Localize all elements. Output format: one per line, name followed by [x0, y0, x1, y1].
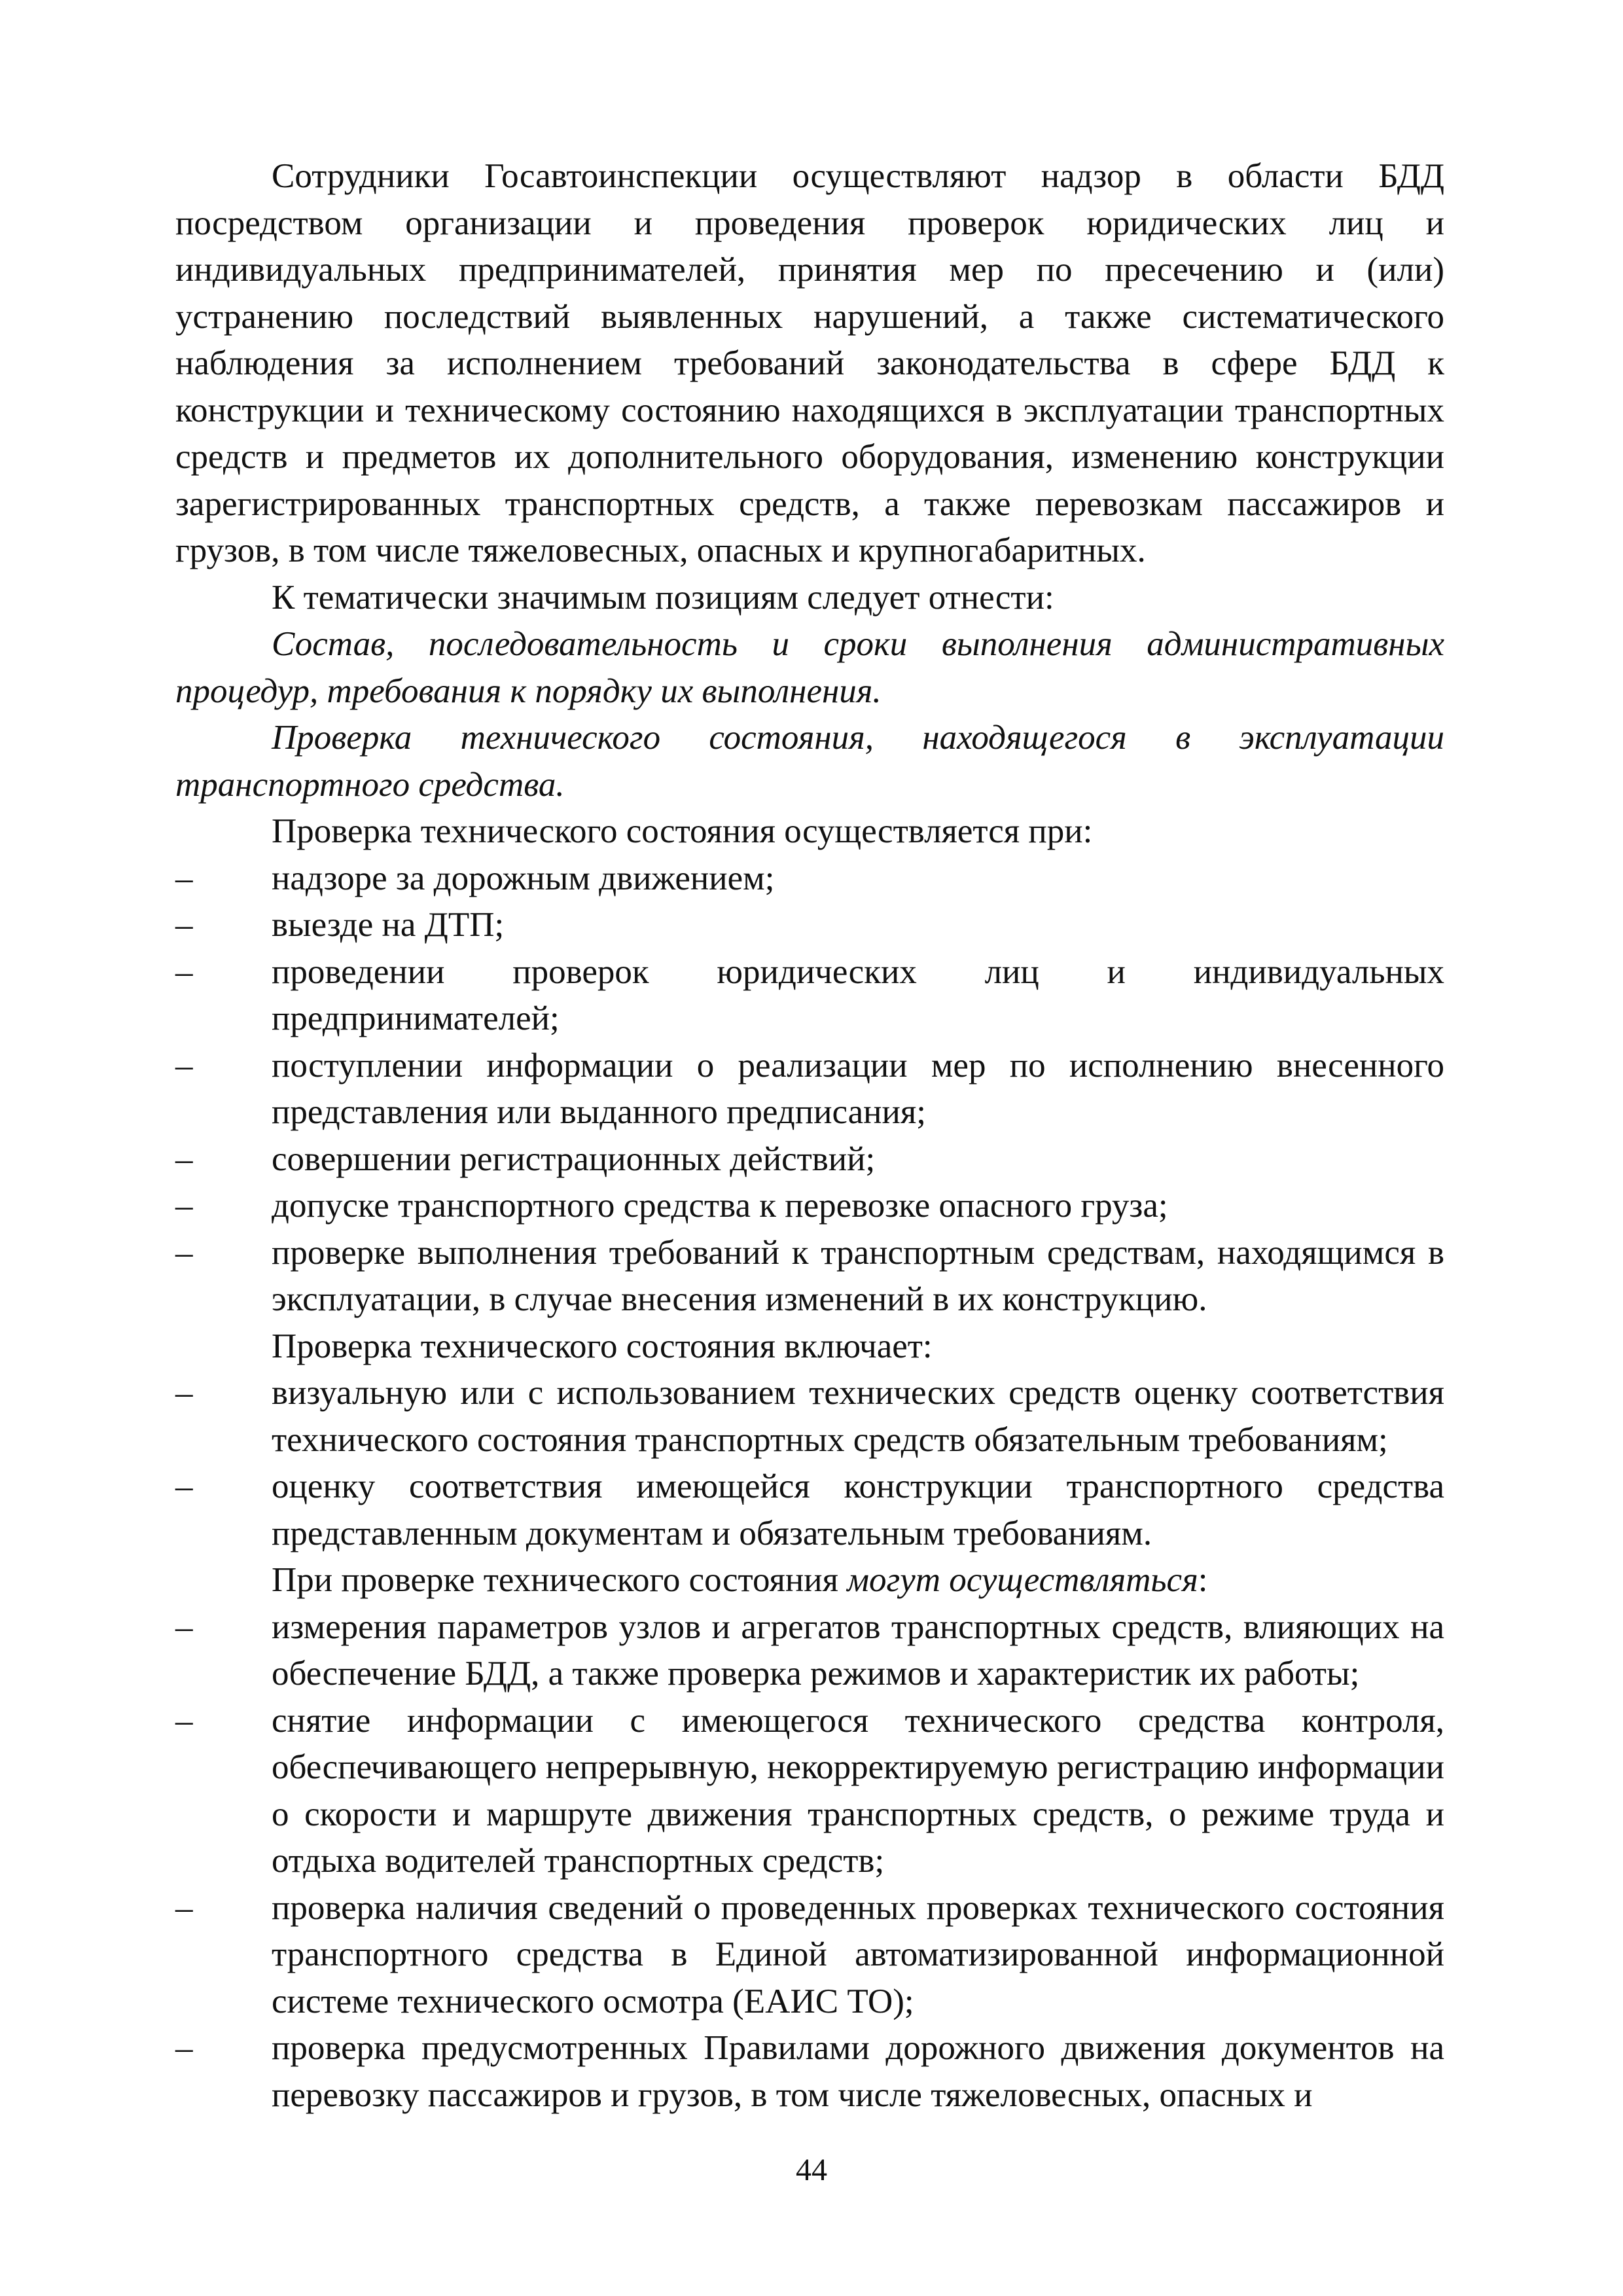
list-item-text: поступлении информации о реализации мер по исполнению внесенного представления или выданного предписания; [272, 1046, 1444, 1131]
list-item-text: визуальную или с использованием технических средств оценку соответствия технического состояния транспортных средств обязательным требованиям; [272, 1374, 1444, 1459]
dash-bullet: – [175, 952, 193, 991]
list-item-text: проверка предусмотренных Правилами дорожного движения документов на перевозку пассажиров и грузов, в том числе тяжеловесных, опасных и [272, 2029, 1444, 2114]
list-item [175, 902, 1444, 949]
list-item [175, 2025, 1444, 2119]
dash-bullet: – [175, 906, 193, 944]
check-when-list [175, 855, 1444, 1323]
document-body [175, 153, 1444, 2119]
may-perform-emphasis: могут осуществляться [847, 1561, 1198, 1599]
dash-bullet: – [175, 1467, 193, 1505]
page-number: 44 [796, 2153, 827, 2187]
may-perform-list [175, 1604, 1444, 2119]
may-perform-prefix: При проверке технического состояния [272, 1561, 847, 1599]
topics-intro-paragraph: К тематически значимым позициям следует отнести: [272, 578, 1054, 617]
list-item [175, 1698, 1444, 1885]
check-includes-paragraph: Проверка технического состояния включает: [272, 1327, 933, 1365]
intro-paragraph: Сотрудники Госавтоинспекции осуществляют надзор в области БДД посредством организации и проведения проверок юридических лиц и индивидуальных предпринимателей, принятия мер по пресечению и (или) устранению последствий выявленных нарушений, а также систематического наблюдения за исполнением требований законодательства в сфере БДД к конструкции и техническому состоянию находящихся в эксплуатации транспортных средств и предметов их дополнительного оборудования, изменению конструкции зарегистрированных транспортных средств, а также перевозкам пассажиров и грузов, в том числе тяжеловесных, опасных и крупногабаритных. [175, 157, 1444, 569]
list-item-text: проведении проверок юридических лиц и индивидуальных предпринимателей; [272, 952, 1444, 1037]
may-perform-paragraph [175, 1557, 1444, 1604]
dash-bullet: – [175, 1374, 193, 1412]
dash-bullet: – [175, 1139, 193, 1178]
list-item-text: допуске транспортного средства к перевозке опасного груза; [272, 1187, 1168, 1225]
list-item [175, 949, 1444, 1043]
list-item-text: совершении регистрационных действий; [272, 1139, 876, 1178]
check-when-paragraph: Проверка технического состояния осуществляется при: [272, 812, 1093, 850]
list-item-text: измерения параметров узлов и агрегатов транспортных средств, влияющих на обеспечение БДД, а также проверка режимов и характеристик их работы; [272, 1607, 1444, 1693]
list-item [175, 1136, 1444, 1183]
check-includes-list [175, 1370, 1444, 1557]
list-item [175, 1043, 1444, 1136]
dash-bullet: – [175, 1187, 193, 1225]
dash-bullet: – [175, 859, 193, 897]
list-item [175, 855, 1444, 903]
dash-bullet: – [175, 2029, 193, 2067]
dash-bullet: – [175, 1701, 193, 1740]
dash-bullet: – [175, 1046, 193, 1085]
dash-bullet: – [175, 1607, 193, 1646]
list-item-text: снятие информации с имеющегося технического средства контроля, обеспечивающего непрерывную, некорректируемую регистрацию информации о скорости и маршруте движения транспортных средств, о режиме труда и отдыха водителей транспортных средств; [272, 1701, 1444, 1880]
may-perform-suffix: : [1198, 1561, 1208, 1599]
topic-2-paragraph: Проверка технического состояния, находящегося в эксплуатации транспортного средства. [175, 719, 1444, 804]
list-item [175, 1604, 1444, 1698]
list-item [175, 1230, 1444, 1323]
list-item-text: выезде на ДТП; [272, 906, 505, 944]
list-item [175, 1885, 1444, 2026]
list-item-text: оценку соответствия имеющейся конструкции транспортного средства представленным документам и обязательным требованиям. [272, 1467, 1444, 1552]
list-item [175, 1463, 1444, 1557]
list-item [175, 1370, 1444, 1463]
dash-bullet: – [175, 1233, 193, 1272]
list-item [175, 1183, 1444, 1230]
list-item-text: проверке выполнения требований к транспортным средствам, находящимся в эксплуатации, в случае внесения изменений в их конструкцию. [272, 1233, 1444, 1318]
dash-bullet: – [175, 1888, 193, 1927]
list-item-text: надзоре за дорожным движением; [272, 859, 775, 897]
list-item-text: проверка наличия сведений о проведенных проверках технического состояния транспортного средства в Единой автоматизированной информационной системе технического осмотра (ЕАИС ТО); [272, 1888, 1444, 2020]
topic-1-paragraph: Состав, последовательность и сроки выполнения административных процедур, требования к порядку их выполнения. [175, 625, 1444, 710]
